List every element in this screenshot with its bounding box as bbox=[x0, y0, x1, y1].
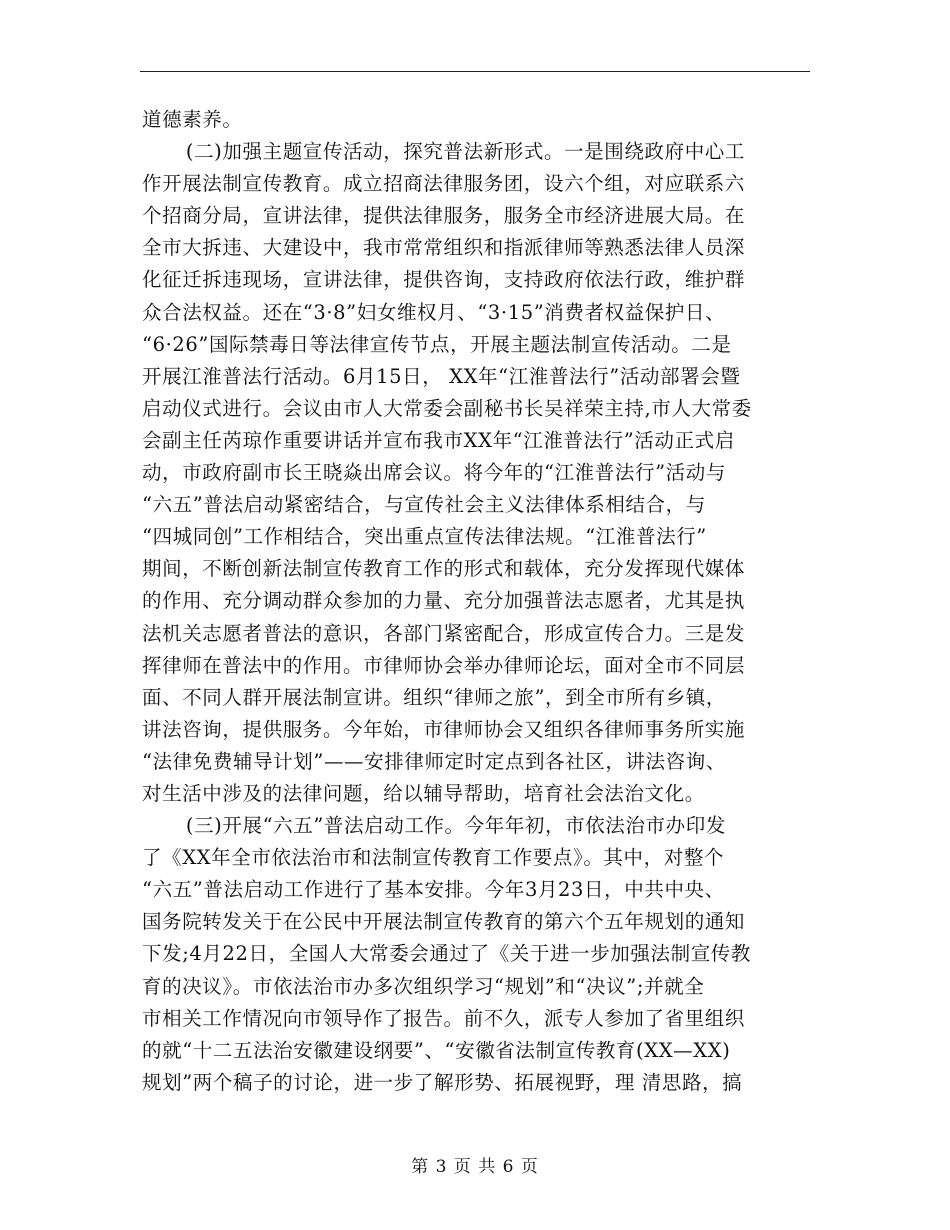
text-line: 动，市政府副市长王晓焱出席会议。将今年的“江淮普法行”活动与 bbox=[142, 461, 726, 485]
text-line: “法律免费辅导计划”——安排律师定时定点到各社区，讲法咨询、 bbox=[142, 749, 726, 773]
text-line: 讲法咨询，提供服务。今年始，市律师协会又组织各律师事务所实施 bbox=[142, 717, 746, 741]
text-line: 法机关志愿者普法的意识，各部门紧密配合，形成宣传合力。三是发 bbox=[142, 621, 746, 645]
text-line: “四城同创”工作相结合，突出重点宣传法律法规。“江淮普法行” bbox=[142, 525, 707, 549]
text-line: 市相关工作情况向市领导作了报告。前不久，派专人参加了省里组织 bbox=[142, 1006, 746, 1030]
text-line: 作开展法制宣传教育。成立招商法律服务团，设六个组，对应联系六 bbox=[142, 172, 746, 196]
text-line: 挥律师在普法中的作用。市律师协会举办律师论坛，面对全市不同层 bbox=[142, 653, 746, 677]
text-line: 的作用、充分调动群众参加的力量、充分加强普法志愿者，尤其是执 bbox=[142, 589, 746, 613]
text-line: (三)开展“六五”普法启动工作。今年年初，市依法治市办印发 bbox=[185, 814, 726, 838]
text-line: 众合法权益。还在“3·8”妇女维权月、“3·15”消费者权益保护日、 bbox=[142, 300, 726, 324]
text-line: 全市大拆违、大建设中，我市常常组织和指派律师等熟悉法律人员深 bbox=[142, 236, 746, 260]
text-line: 启动仪式进行。会议由市人大常委会副秘书长吴祥荣主持,市人大常委 bbox=[142, 396, 752, 420]
text-line: 规划”两个稿子的讨论，进一步了解形势、拓展视野，理 清思路，搞 bbox=[142, 1070, 743, 1094]
text-line: “六五”普法启动紧密结合，与宣传社会主义法律体系相结合，与 bbox=[142, 493, 706, 517]
text-line: 对生活中涉及的法律问题，给以辅导帮助，培育社会法治文化。 bbox=[142, 781, 705, 805]
text-line: 会副主任芮琼作重要讲话并宣布我市XX年“江淮普法行”活动正式启 bbox=[142, 428, 735, 452]
text-line: 期间，不断创新法制宣传教育工作的形式和载体，充分发挥现代媒体 bbox=[142, 557, 746, 581]
text-line: 道德素养。 bbox=[142, 108, 243, 131]
text-line: 了《XX年全市依法治市和法制宣传教育工作要点》。其中，对整个 bbox=[142, 846, 725, 870]
text-line: 的就“十二五法治安徽建设纲要”、“安徽省法制宣传教育(XX—XX) bbox=[142, 1038, 731, 1062]
text-line: 育的决议》。市依法治市办多次组织学习“规划”和“决议”;并就全 bbox=[142, 974, 705, 998]
text-line: 面、不同人群开展法制宣讲。组织“律师之旅”，到全市所有乡镇， bbox=[142, 685, 726, 709]
text-line: 化征迁拆违现场，宣讲法律，提供咨询，支持政府依法行政，维护群 bbox=[142, 268, 746, 292]
text-line: “6·26”国际禁毒日等法律宣传节点，开展主题法制宣传活动。二是 bbox=[142, 332, 732, 356]
page-footer: 第 3 页 共 6 页 bbox=[411, 1157, 539, 1177]
text-line: 国务院转发关于在公民中开展法制宣传教育的第六个五年规划的通知 bbox=[142, 910, 746, 934]
text-line: 个招商分局，宣讲法律，提供法律服务，服务全市经济进展大局。在 bbox=[142, 204, 746, 228]
text-line: 开展江淮普法行活动。6月15日， XX年“江淮普法行”活动部署会暨 bbox=[142, 364, 741, 388]
document-body bbox=[142, 104, 810, 1099]
text-line: 下发;4月22日，全国人大常委会通过了《关于进一步加强法制宣传教 bbox=[142, 942, 751, 966]
text-line: (二)加强主题宣传活动，探究普法新形式。一是围绕政府中心工 bbox=[185, 140, 745, 164]
header-rule bbox=[140, 71, 810, 72]
text-line: “六五”普法启动工作进行了基本安排。今年3月23日，中共中央、 bbox=[142, 878, 725, 902]
